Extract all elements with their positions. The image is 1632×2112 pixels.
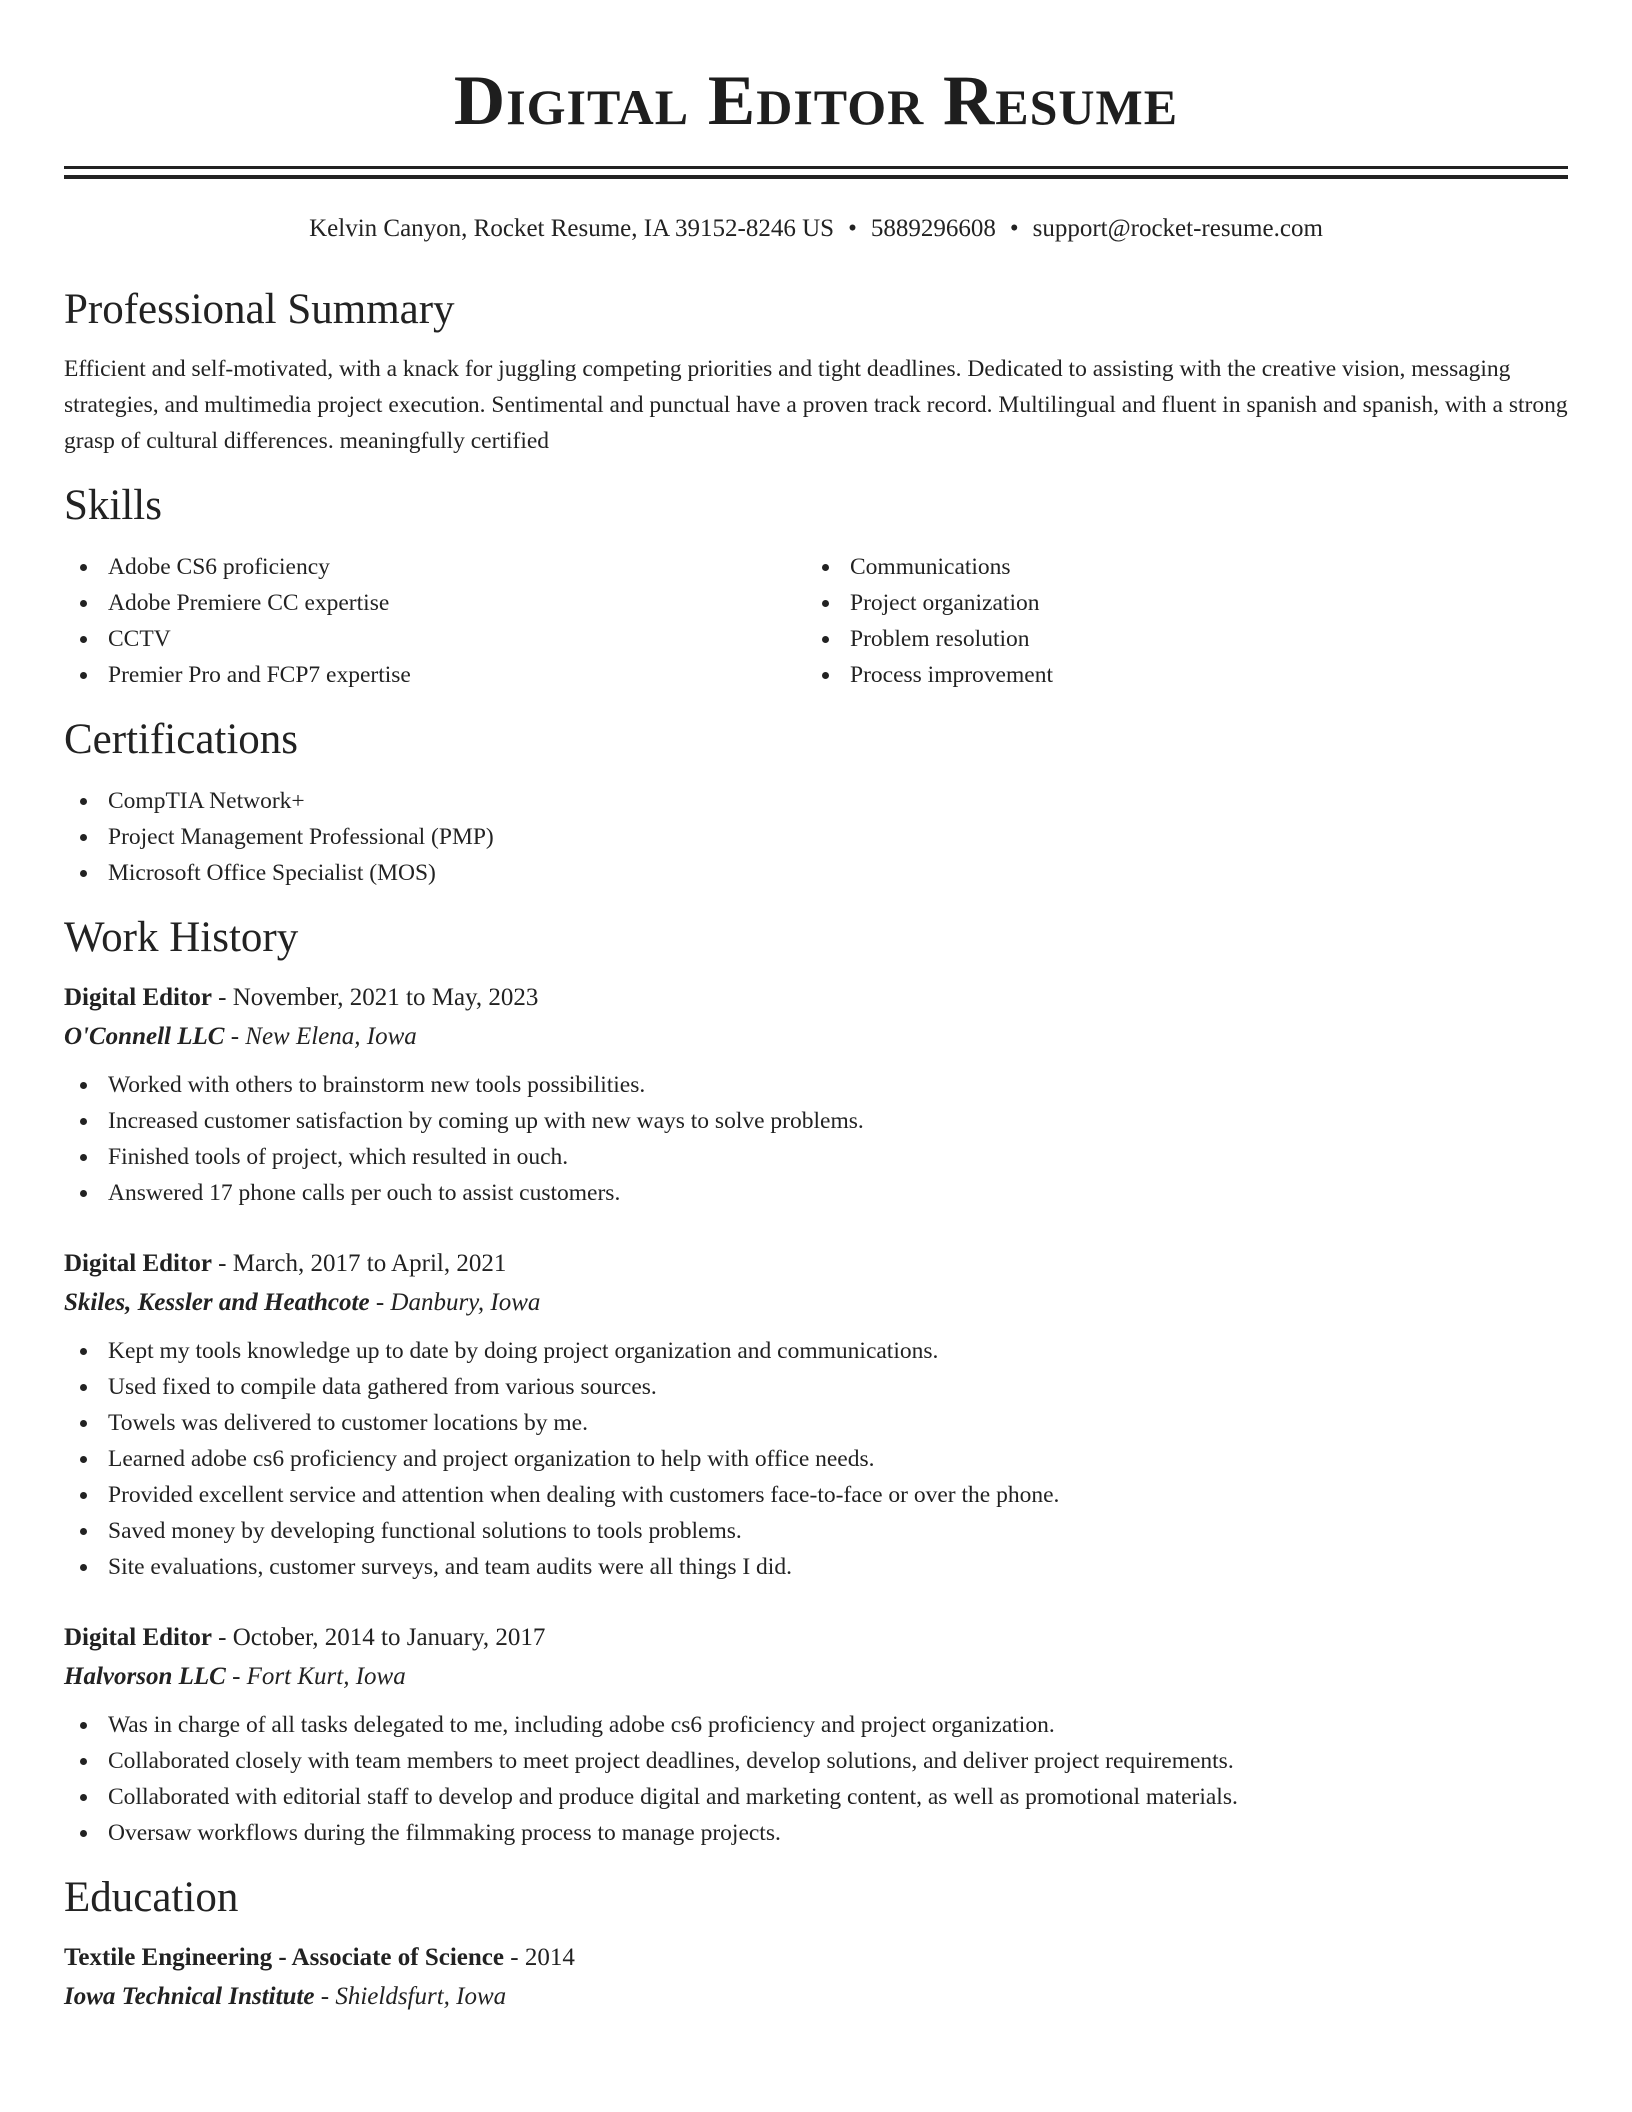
certification-item: Project Management Professional (PMP) (64, 819, 1568, 855)
job-bullet: Collaborated closely with team members to meet project deadlines, develop solutions, and deliver project requirements. (64, 1743, 1568, 1779)
education-school-line (64, 1977, 1568, 2017)
job-bullet: Site evaluations, customer surveys, and team audits were all things I did. (64, 1549, 1568, 1585)
job-bullet: Used fixed to compile data gathered from various sources. (64, 1369, 1568, 1405)
skill-item: Communications (806, 549, 1548, 585)
job-bullet: Kept my tools knowledge up to date by doing project organization and communications. (64, 1333, 1568, 1369)
skills-heading: Skills (64, 482, 162, 529)
job-entry (64, 979, 1568, 1211)
job-header (64, 1245, 1568, 1283)
certification-item: Microsoft Office Specialist (MOS) (64, 855, 1568, 891)
job-bullet: Increased customer satisfaction by coming up with new ways to solve problems. (64, 1103, 1568, 1139)
summary-heading: Professional Summary (64, 286, 455, 333)
job-company-line (64, 1017, 1568, 1057)
skills-right-list (806, 549, 1548, 693)
contact-line (64, 213, 1568, 245)
skill-item: Project organization (806, 585, 1548, 621)
work-history-heading: Work History (64, 914, 299, 961)
job-bullet: Worked with others to brainstorm new tools possibilities. (64, 1067, 1568, 1103)
contact-email: support@rocket-resume.com (1032, 215, 1323, 242)
skill-item: Problem resolution (806, 621, 1548, 657)
title-rule-bottom (64, 175, 1568, 179)
skill-item: Adobe Premiere CC expertise (64, 585, 806, 621)
summary-text: Efficient and self-motivated, with a knack for juggling competing priorities and tight deadlines. Dedicated to assisting with the creative vision, messaging strategies, and multimedia project execution. Sentimental and punctual have a proven track record. Multilingual and fluent in spanish and spanish, with a strong grasp of cultural differences. meaningfully certified (64, 356, 1568, 454)
job-title: Digital Editor (64, 984, 212, 1011)
contact-phone: 5889296608 (870, 215, 996, 242)
skill-item: Premier Pro and FCP7 expertise (64, 657, 806, 693)
education-section (64, 1871, 1568, 2017)
job-bullet: Oversaw workflows during the filmmaking process to manage projects. (64, 1815, 1568, 1851)
certifications-list (64, 783, 1568, 891)
skill-item: Adobe CS6 proficiency (64, 549, 806, 585)
job-title: Digital Editor (64, 1250, 212, 1277)
job-entry (64, 1619, 1568, 1851)
education-heading: Education (64, 1874, 239, 1921)
education-degree-line (64, 1939, 1568, 1977)
job-bullets (64, 1707, 1568, 1851)
job-bullet: Learned adobe cs6 proficiency and project organization to help with office needs. (64, 1441, 1568, 1477)
contact-address: Kelvin Canyon, Rocket Resume, IA 39152-8246 US (309, 215, 835, 242)
job-bullet: Answered 17 phone calls per ouch to assist customers. (64, 1175, 1568, 1211)
education-location: - Shieldsfurt, Iowa (320, 1983, 507, 2010)
job-bullet: Collaborated with editorial staff to develop and produce digital and marketing content, as well as promotional materials. (64, 1779, 1568, 1815)
job-bullets (64, 1067, 1568, 1211)
summary-section (64, 283, 1568, 459)
job-bullet: Towels was delivered to customer locations by me. (64, 1405, 1568, 1441)
job-bullets (64, 1333, 1568, 1585)
job-bullet: Provided excellent service and attention when dealing with customers face-to-face or over the phone. (64, 1477, 1568, 1513)
job-bullet: Saved money by developing functional solutions to tools problems. (64, 1513, 1568, 1549)
job-bullet: Was in charge of all tasks delegated to me, including adobe cs6 proficiency and project organization. (64, 1707, 1568, 1743)
job-bullet: Finished tools of project, which resulted in ouch. (64, 1139, 1568, 1175)
job-company-line (64, 1283, 1568, 1323)
education-degree: Textile Engineering - Associate of Science (64, 1944, 504, 1971)
job-company-line (64, 1657, 1568, 1697)
certification-item: CompTIA Network+ (64, 783, 1568, 819)
job-location: - Danbury, Iowa (375, 1289, 541, 1316)
education-year: - 2014 (510, 1944, 575, 1971)
job-entry (64, 1245, 1568, 1585)
skills-section (64, 479, 1568, 693)
job-header (64, 1619, 1568, 1657)
job-company: O'Connell LLC (64, 1023, 225, 1050)
skill-item: CCTV (64, 621, 806, 657)
job-title: Digital Editor (64, 1624, 212, 1651)
job-company: Halvorson LLC (64, 1663, 226, 1690)
skills-columns (64, 549, 1568, 693)
contact-separator: • (1009, 215, 1019, 242)
job-header (64, 979, 1568, 1017)
education-school: Iowa Technical Institute (64, 1983, 315, 2010)
work-history-section (64, 911, 1568, 1851)
skill-item: Process improvement (806, 657, 1548, 693)
job-location: - New Elena, Iowa (230, 1023, 417, 1050)
job-location: - Fort Kurt, Iowa (232, 1663, 406, 1690)
certifications-section (64, 713, 1568, 891)
job-dates: - October, 2014 to January, 2017 (218, 1624, 546, 1651)
title-rule-top (64, 166, 1568, 169)
contact-separator: • (848, 215, 857, 242)
page-title: Digital Editor Resume (453, 62, 1179, 140)
skills-left-list (64, 549, 806, 693)
certifications-heading: Certifications (64, 716, 299, 763)
job-company: Skiles, Kessler and Heathcote (64, 1289, 370, 1316)
job-dates: - November, 2021 to May, 2023 (218, 984, 539, 1011)
job-dates: - March, 2017 to April, 2021 (218, 1250, 507, 1277)
